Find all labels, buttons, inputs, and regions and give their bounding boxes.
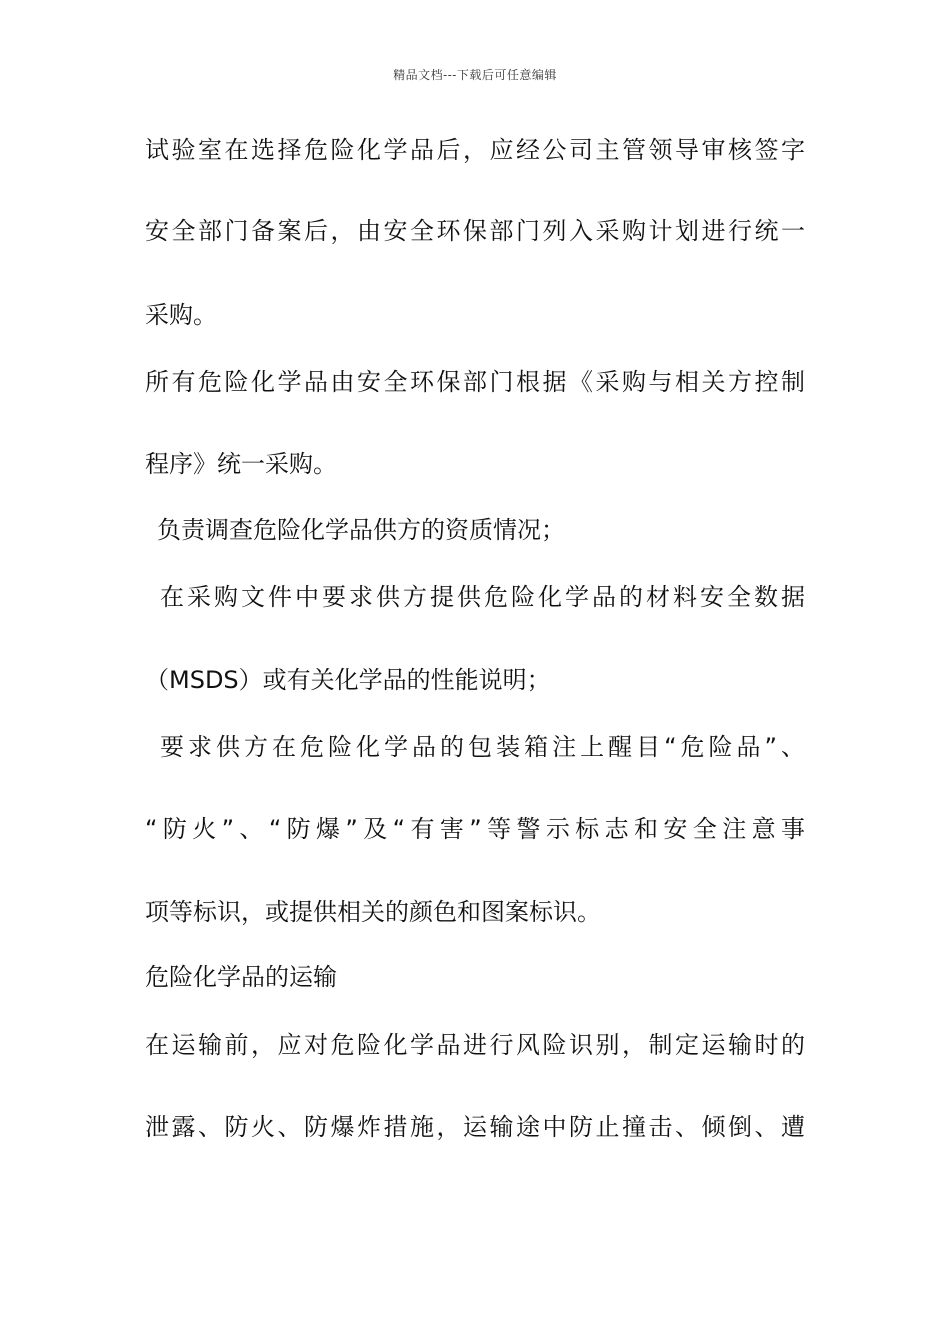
body-line-3: 采购。 — [145, 301, 217, 329]
body-line-11: 项等标识，或提供相关的颜色和图案标识。 — [145, 898, 601, 926]
page-header: 精品文档---下载后可任意编辑 — [393, 68, 557, 82]
body-line-13: 在运输前，应对危险化学品进行风险识别，制定运输时的 — [145, 1031, 805, 1059]
body-line-10: “防火”、“防爆”及“有害”等警示标志和安全注意事 — [145, 815, 805, 843]
body-line-9: 要求供方在危险化学品的包装箱注上醒目“危险品”、 — [160, 733, 805, 761]
section-heading-transport: 危险化学品的运输 — [145, 963, 337, 991]
body-line-7: 在采购文件中要求供方提供危险化学品的材料安全数据 — [160, 583, 805, 611]
body-line-1: 试验室在选择危险化学品后，应经公司主管领导审核签字 — [145, 136, 805, 164]
body-line-2: 安全部门备案后，由安全环保部门列入采购计划进行统一 — [145, 217, 805, 245]
body-line-8: （MSDS）或有关化学品的性能说明； — [145, 666, 551, 694]
body-line-5: 程序》统一采购。 — [145, 450, 337, 478]
body-line-6: 负责调查危险化学品供方的资质情况； — [157, 516, 565, 544]
body-line-4: 所有危险化学品由安全环保部门根据《采购与相关方控制 — [145, 368, 805, 396]
body-line-14: 泄露、防火、防爆炸措施，运输途中防止撞击、倾倒、遭 — [145, 1113, 805, 1141]
